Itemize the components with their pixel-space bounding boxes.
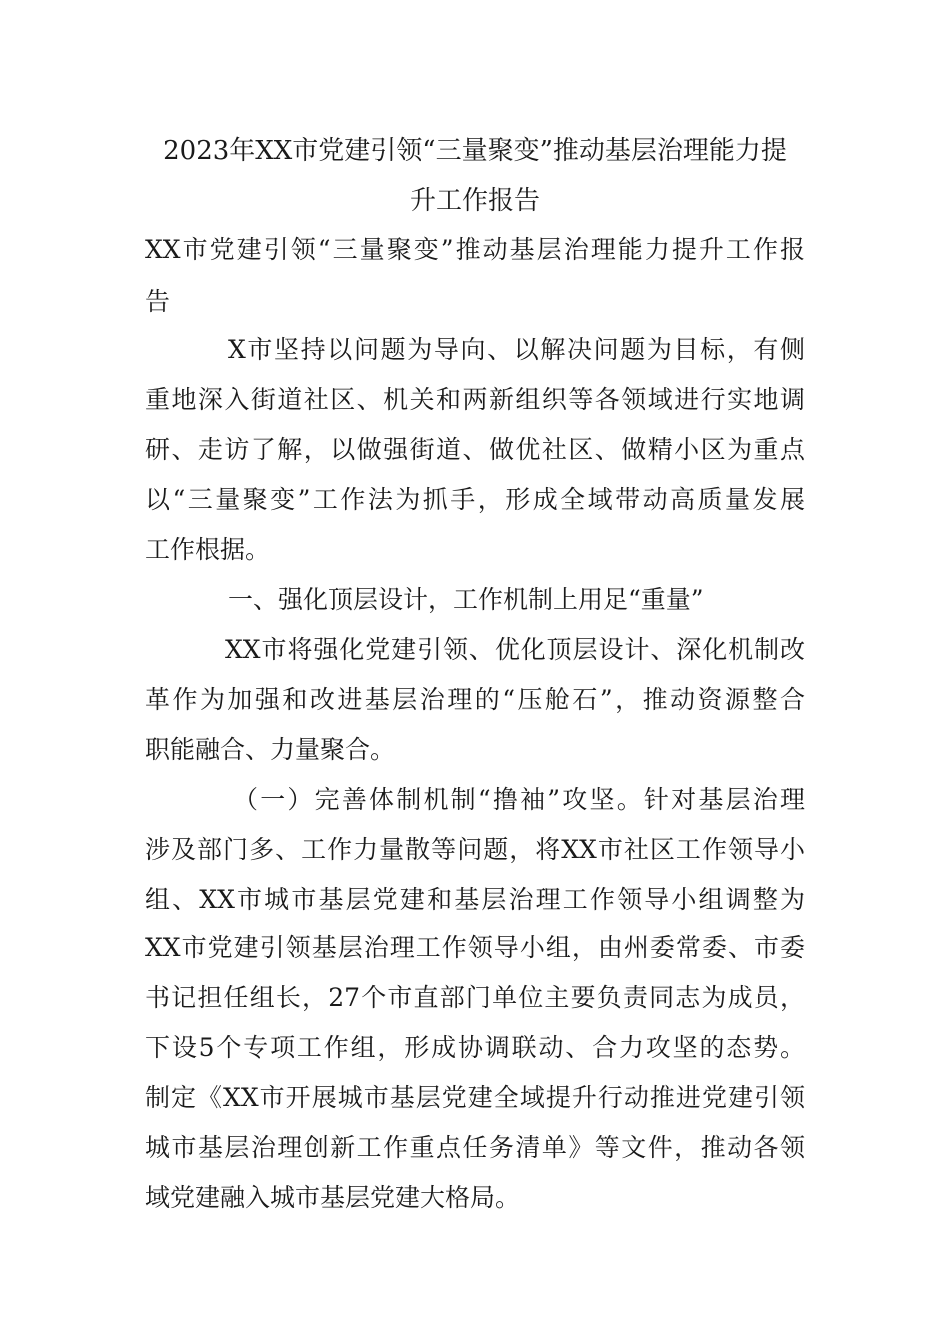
paragraph-3-line-1: （一）完善体制机制“撸袖”攻坚。针对基层治理 <box>233 785 805 814</box>
paragraph-2-line-2: 革作为加强和改进基层治理的“压舱石”，推动资源整合 <box>145 685 805 714</box>
paragraph-1-line-5: 工作根据。 <box>145 535 271 564</box>
section-heading-1: 一、强化顶层设计，工作机制上用足“重量” <box>228 585 704 614</box>
paragraph-3-line-7: 制定《XX市开展城市基层党建全域提升行动推进党建引领 <box>145 1083 805 1112</box>
paragraph-2-line-1: XX市将强化党建引领、优化顶层设计、深化机制改 <box>225 635 805 664</box>
paragraph-1-line-3: 研、走访了解，以做强街道、做优社区、做精小区为重点 <box>145 435 805 464</box>
paragraph-1-line-1: X市坚持以问题为导向、以解决问题为目标，有侧 <box>228 335 805 364</box>
document-title-line-1: 2023年XX市党建引领“三量聚变”推动基层治理能力提 <box>163 136 787 166</box>
paragraph-1-line-4: 以“三量聚变”工作法为抓手，形成全域带动高质量发展 <box>145 485 805 514</box>
paragraph-1-line-2: 重地深入街道社区、机关和两新组织等各领域进行实地调 <box>145 385 805 414</box>
paragraph-3-line-5: 书记担任组长，27个市直部门单位主要负责同志为成员， <box>145 983 805 1012</box>
subtitle-line-2: 告 <box>145 287 171 316</box>
paragraph-3-line-8: 城市基层治理创新工作重点任务清单》等文件，推动各领 <box>145 1133 805 1162</box>
document-title-line-2: 升工作报告 <box>409 186 540 216</box>
paragraph-3-line-4: XX市党建引领基层治理工作领导小组，由州委常委、市委 <box>145 933 805 962</box>
paragraph-2-line-3: 职能融合、力量聚合。 <box>145 735 396 764</box>
paragraph-3-line-3: 组、XX市城市基层党建和基层治理工作领导小组调整为 <box>145 885 805 914</box>
paragraph-3-line-2: 涉及部门多、工作力量散等问题，将XX市社区工作领导小 <box>145 835 805 864</box>
paragraph-3-line-6: 下设5个专项工作组，形成协调联动、合力攻坚的态势。 <box>145 1033 805 1062</box>
paragraph-3-line-9: 域党建融入城市基层党建大格局。 <box>145 1183 521 1212</box>
subtitle-line-1: XX市党建引领“三量聚变”推动基层治理能力提升工作报 <box>145 235 805 264</box>
